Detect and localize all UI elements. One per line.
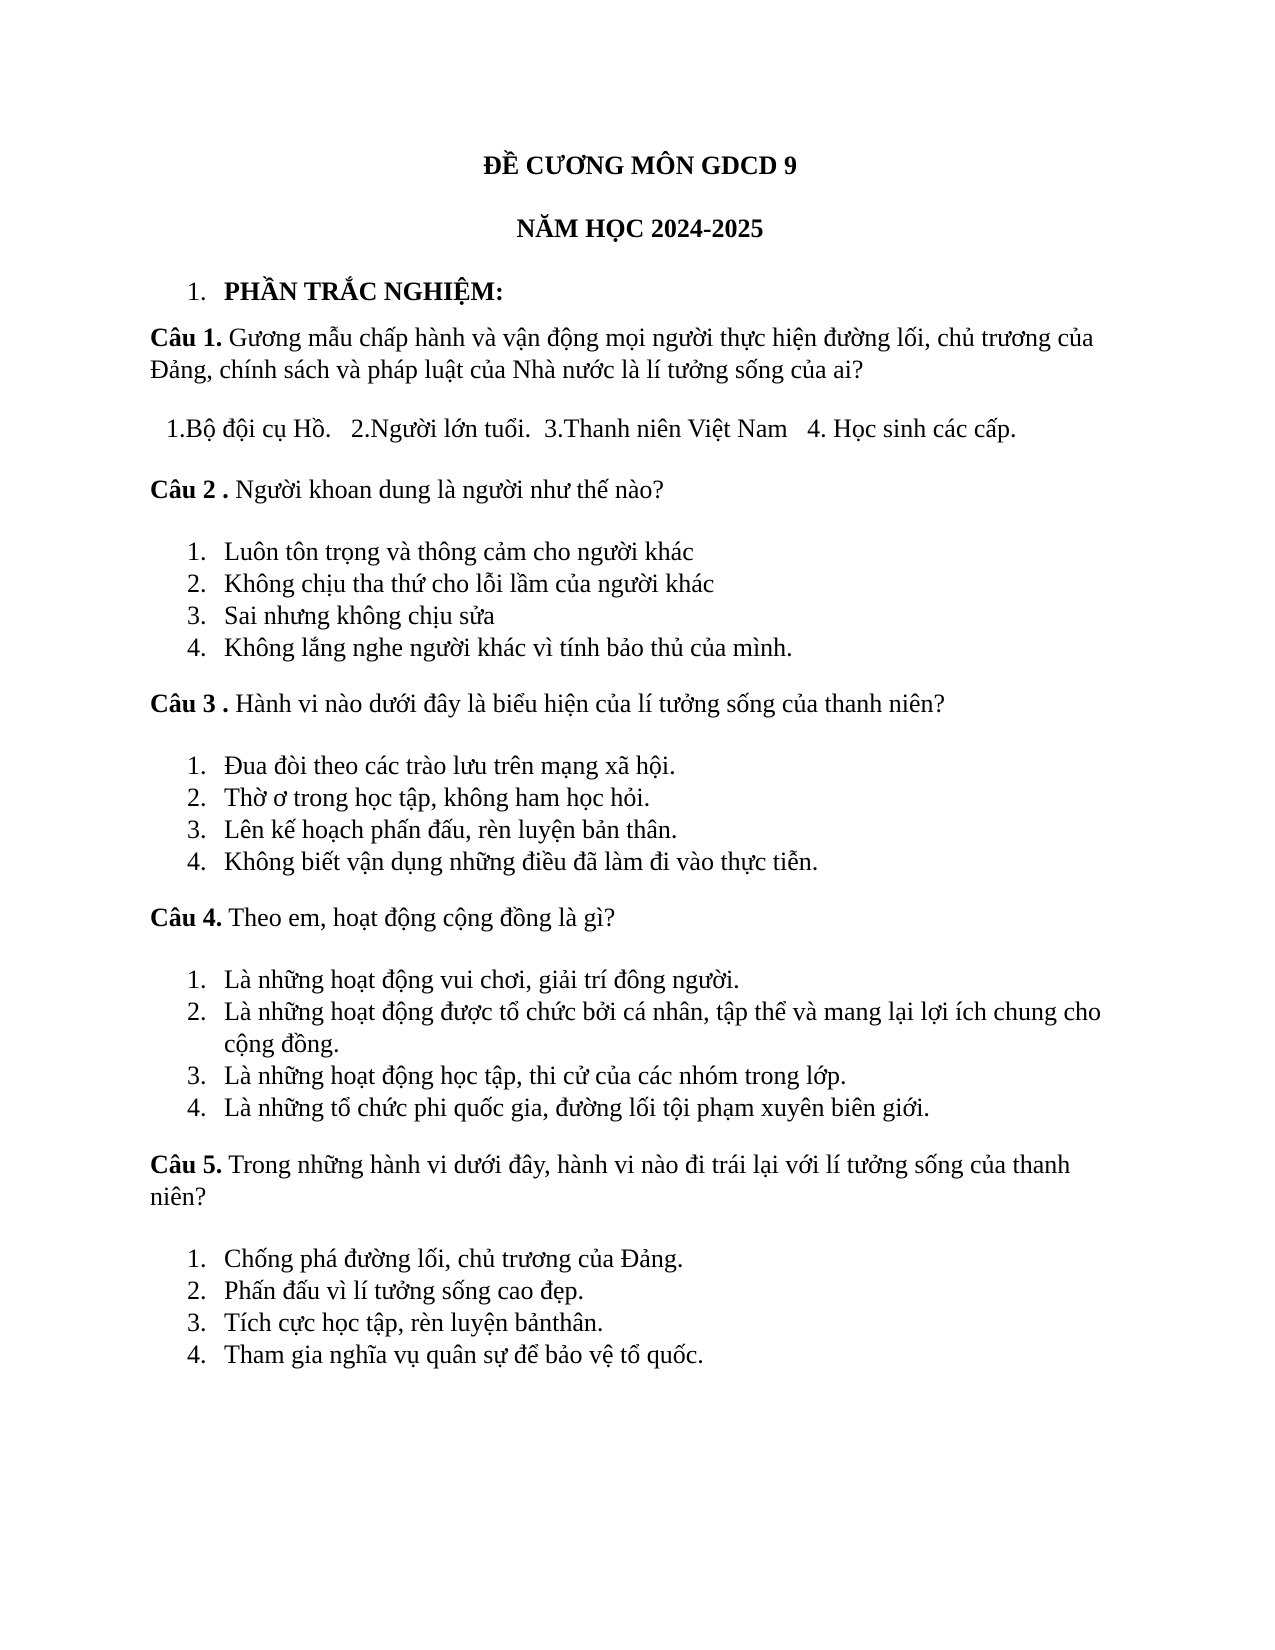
- question-2-options: [150, 536, 1130, 664]
- option-item: [150, 814, 1130, 846]
- section-label: PHẦN TRẮC NGHIỆM:: [224, 277, 504, 306]
- section-number: 1.: [187, 277, 207, 306]
- option-item: [150, 1092, 1130, 1124]
- option-text: Là những hoạt động học tập, thi cử của các nhóm trong lớp.: [224, 1061, 847, 1090]
- question-2: [150, 474, 1130, 664]
- option-number: 2.: [187, 783, 207, 812]
- document-title: ĐỀ CƯƠNG MÔN GDCD 9: [483, 151, 797, 180]
- option-item: [150, 1275, 1130, 1307]
- question-1-body: Gương mẫu chấp hành và vận động mọi người thực hiện đường lối, chủ trương của Đảng, chính sách và pháp luật của Nhà nước là lí tưởng sống của ai?: [150, 323, 1094, 384]
- option-number: 4.: [187, 633, 207, 662]
- question-3-label: Câu 3 .: [150, 689, 229, 718]
- question-5: [150, 1149, 1130, 1371]
- document-subtitle: NĂM HỌC 2024-2025: [516, 214, 764, 243]
- option-item: [150, 750, 1130, 782]
- option-item: [150, 568, 1130, 600]
- question-3-options: [150, 750, 1130, 878]
- option-number: 4.: [187, 1340, 207, 1369]
- option-item: [150, 996, 1130, 1060]
- option-number: 4.: [187, 1093, 207, 1122]
- question-1-options: 1.Bộ đội cụ Hồ. 2.Người lớn tuổi. 3.Thanh niên Việt Nam 4. Học sinh các cấp.: [166, 414, 1017, 443]
- option-number: 1.: [187, 965, 207, 994]
- option-item: [150, 600, 1130, 632]
- option-number: 4.: [187, 847, 207, 876]
- option-number: 2.: [187, 1276, 207, 1305]
- question-4-body: Theo em, hoạt động cộng đồng là gì?: [222, 903, 616, 932]
- option-text: Là những hoạt động được tổ chức bởi cá nhân, tập thể và mang lại lợi ích chung cho cộng đồng.: [224, 997, 1102, 1058]
- option-text: Tham gia nghĩa vụ quân sự để bảo vệ tổ quốc.: [224, 1340, 704, 1369]
- question-2-body: Người khoan dung là người như thế nào?: [228, 475, 664, 504]
- option-item: [150, 964, 1130, 996]
- option-text: Phấn đấu vì lí tưởng sống cao đẹp.: [224, 1276, 585, 1305]
- question-5-text: [150, 1149, 1130, 1213]
- question-5-body: Trong những hành vi dưới đây, hành vi nào đi trái lại với lí tưởng sống của thanh niên?: [150, 1150, 1071, 1211]
- question-4: [150, 902, 1130, 1124]
- option-text: Thờ ơ trong học tập, không ham học hỏi.: [224, 783, 651, 812]
- question-5-label: Câu 5.: [150, 1150, 223, 1179]
- option-text: Tích cực học tập, rèn luyện bảnthân.: [224, 1308, 604, 1337]
- option-text: Không biết vận dụng những điều đã làm đi vào thực tiễn.: [224, 847, 819, 876]
- question-1: [150, 322, 1130, 386]
- question-5-options: [150, 1243, 1130, 1371]
- question-3: [150, 688, 1130, 878]
- question-4-text: [150, 902, 1130, 934]
- option-item: [150, 632, 1130, 664]
- question-1-label: Câu 1.: [150, 323, 223, 352]
- question-4-label: Câu 4.: [150, 903, 223, 932]
- option-text: Là những tổ chức phi quốc gia, đường lối tội phạm xuyên biên giới.: [224, 1093, 930, 1122]
- option-item: [150, 782, 1130, 814]
- option-text: Không chịu tha thứ cho lỗi lầm của người khác: [224, 569, 715, 598]
- option-item: [150, 1243, 1130, 1275]
- option-item: [150, 1060, 1130, 1092]
- option-item: [150, 1307, 1130, 1339]
- option-text: Lên kế hoạch phấn đấu, rèn luyện bản thân.: [224, 815, 678, 844]
- option-number: 3.: [187, 1061, 207, 1090]
- option-text: Luôn tôn trọng và thông cảm cho người khác: [224, 537, 694, 566]
- question-3-body: Hành vi nào dưới đây là biểu hiện của lí tưởng sống của thanh niên?: [228, 689, 946, 718]
- option-number: 3.: [187, 601, 207, 630]
- option-text: Sai nhưng không chịu sửa: [224, 601, 495, 630]
- option-number: 1.: [187, 751, 207, 780]
- option-text: Đua đòi theo các trào lưu trên mạng xã hội.: [224, 751, 676, 780]
- option-text: Là những hoạt động vui chơi, giải trí đông người.: [224, 965, 740, 994]
- option-number: 2.: [187, 569, 207, 598]
- question-4-options: [150, 964, 1130, 1124]
- question-2-label: Câu 2 .: [150, 475, 229, 504]
- option-text: Chống phá đường lối, chủ trương của Đảng.: [224, 1244, 684, 1273]
- question-1-text: [150, 322, 1130, 386]
- option-item: [150, 536, 1130, 568]
- option-number: 3.: [187, 815, 207, 844]
- option-number: 1.: [187, 1244, 207, 1273]
- option-number: 3.: [187, 1308, 207, 1337]
- option-number: 1.: [187, 537, 207, 566]
- option-number: 2.: [187, 997, 207, 1026]
- question-2-text: [150, 474, 1130, 506]
- question-3-text: [150, 688, 1130, 720]
- option-item: [150, 1339, 1130, 1371]
- option-text: Không lắng nghe người khác vì tính bảo thủ của mình.: [224, 633, 793, 662]
- option-item: [150, 846, 1130, 878]
